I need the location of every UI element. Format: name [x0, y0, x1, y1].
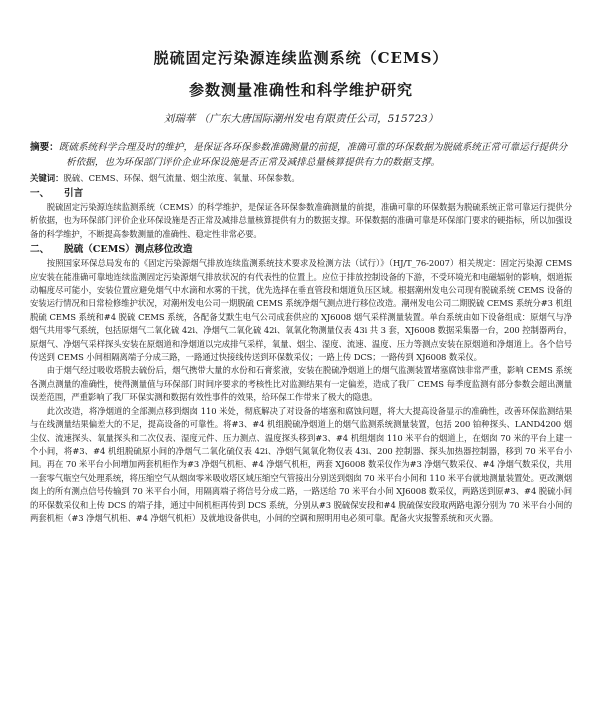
keywords-label: 关键词：	[30, 173, 64, 183]
section-relocation	[30, 243, 572, 525]
section-introduction	[30, 187, 572, 241]
section-title: 引言	[64, 188, 84, 199]
keywords-text: 脱硫、CEMS、环保、烟气流量、烟尘浓度、氧量、环保参数。	[63, 173, 300, 183]
paragraph: 由于烟气经过吸收塔脱去硫份后，烟气携带大量的水份和石膏浆液，安装在脱硫净烟道上的烟气监测装置堵塞腐蚀非常严重，影响 CEMS 系统各测点测量的准确性，使得测量值与环保部门时间序要求的考核性比对监测结果有一定偏差，造成了我厂 CEMS 每季度监测有部分参数会超出测量误差范围，严重影响了我厂环保实测和数据有效性事件的效果，给环保工作带来了极大的隐患。	[30, 365, 572, 403]
section-title: 脱硫（CEMS）测点移位改造	[64, 244, 193, 256]
section-heading	[30, 243, 572, 257]
paragraph: 按照国家环保总局发布的《固定污染源烟气排放连续监测系统技术要求及检测方法（试行）》（HJ/T_76-2007）相关规定：固定污染源 CEMS 应安装在能准确可靠地连续监测固定污染源烟气排放状况的有代表性的位置上。应位于排放控制设备的下游，不受环境光和电磁辐射的影响，烟道振动幅度尽可能小，安装位置应避免烟气中水滴和水雾的干扰，优先选择在垂直管段和烟道负压区域。根据潮州发电公司现有脱硫系统 CEMS 设备的安装运行情况和日常检修维护状况，对潮州发电公司一期脱硫 CEMS 系统净烟气测点进行移位改造。潮州发电公司二期脱硫 CEMS 系统分#3 机组脱硫 CEMS 系统和#4 脱硫 CEMS 系统，各配备艾默生电气公司成套供应的 XJ6008 烟气采样测量装置。单台系统由如下设备组成：原烟气与净烟气共用零气系统，包括原烟气二氧化硫 42i、净烟气二氧化硫 42i、氧氧化物测量仪表 43i 共 3 套，XJ6008 数据采集器一台，200 控制器两台，原烟气、净烟气采样探头安装在原烟道和净烟道以完成排气采样，氧量、烟尘、湿度、流速、温度、压力等测点安装在原烟道和净烟道上。各个信号传送到 CEMS 小间相隔离端子分成三路，一路通过快接线传送到环保数采仪；一路上传 DCS；一路传到 XJ6008 数采仪。	[30, 258, 572, 363]
section-heading	[30, 187, 572, 201]
section-number: 二、	[30, 244, 50, 256]
paper-subtitle: 参数测量准确性和科学维护研究	[188, 81, 413, 99]
abstract-text: 既硫系统科学合理及时的维护，是保证各环保参数准确测量的前提，准确可靠的环保数据为脱硫系统正常可靠运行提供分析依据，也为环保部门评价企业环保设施是否正常及减排总量核算提供有力的数据支撑。	[58, 142, 568, 168]
abstract-label: 摘要：	[30, 142, 59, 153]
paragraph: 脱硫固定污染源连续监测系统（CEMS）的科学维护，是保证各环保参数准确测量的前提，准确可靠的环保数据为脱硫系统正常可靠运行提供分析依据，也为环保部门评价企业环保设施是否正常及减排总量核算提供有力的数据支撑。环保数据的准确可靠是环保部门要求的硬指标，所以加强设备的科学维护，不断提高参数测量的准确性、稳定性非常必要。	[30, 202, 572, 239]
paragraph: 此次改造，将净烟道的全部测点移到烟囱 110 米处，彻底解决了对设备的堵塞和腐蚀问题，将大大提高设备显示的准确性，改善环保监测结果与在线测量结果偏差大的不足，提高设备的可靠性。将#3、#4 机组脱硫净烟道上的烟气监测系统测量装置，包括 200 铂种探头、LAND4200 烟尘仪、流速探头、氧量探头和二次仪表、湿度元件、压力测点、温度探头移到#3、#4 机组烟囱 110 米平台的烟道上，在烟囱 70 米的平台上建一个小间，将#3、#4 机组脱硫原小间的净烟气二氧化硫仪表 42i、净烟气氮氧化物仪表 43i、200 控制器、探头加热器控制器，移到 70 米平台小间。再在 70 米平台小间增加两套机柜作为#3 净烟气机柜、#4 净烟气机柜，两套 XJ6008 数采仪作为#3 净烟气数采仪、#4 净烟气数采仪，共用一套零气瓶空气处理系统，将压缩空气从烟囱零米吸收塔区域压缩空气管接出分别送到烟囱 70 米平台小间和 110 米平台就地测量装置处。更改测烟囱上的所有测点信号传输到 70 米平台小间，用隔离端子将信号分成二路，一路送给 70 米平台小间 XJ6008 数采仪，两路送到原#3、#4 脱硫小间的环保数采仪和上传 DCS 的端子排，通过中间机柜再传到 DCS 系统，分别从#3 脱硫保安段和#4 脱硫保安段取两路电源分别为 70 米平台小间的两套机柜（#3 净烟气机柜、#4 净烟气机柜）及就地设备供电，小间的空调和照明用电必须可靠。配备火灾报警系统和灭火器。	[30, 405, 572, 523]
author-line: 刘瑞華 （广东大唐国际潮州发电有限责任公司，515723）	[163, 113, 439, 125]
keywords	[30, 172, 572, 185]
paper-title: 脱硫固定污染源连续监测系统（CEMS）	[153, 49, 449, 67]
abstract	[30, 140, 572, 170]
section-number: 一、	[30, 188, 50, 199]
